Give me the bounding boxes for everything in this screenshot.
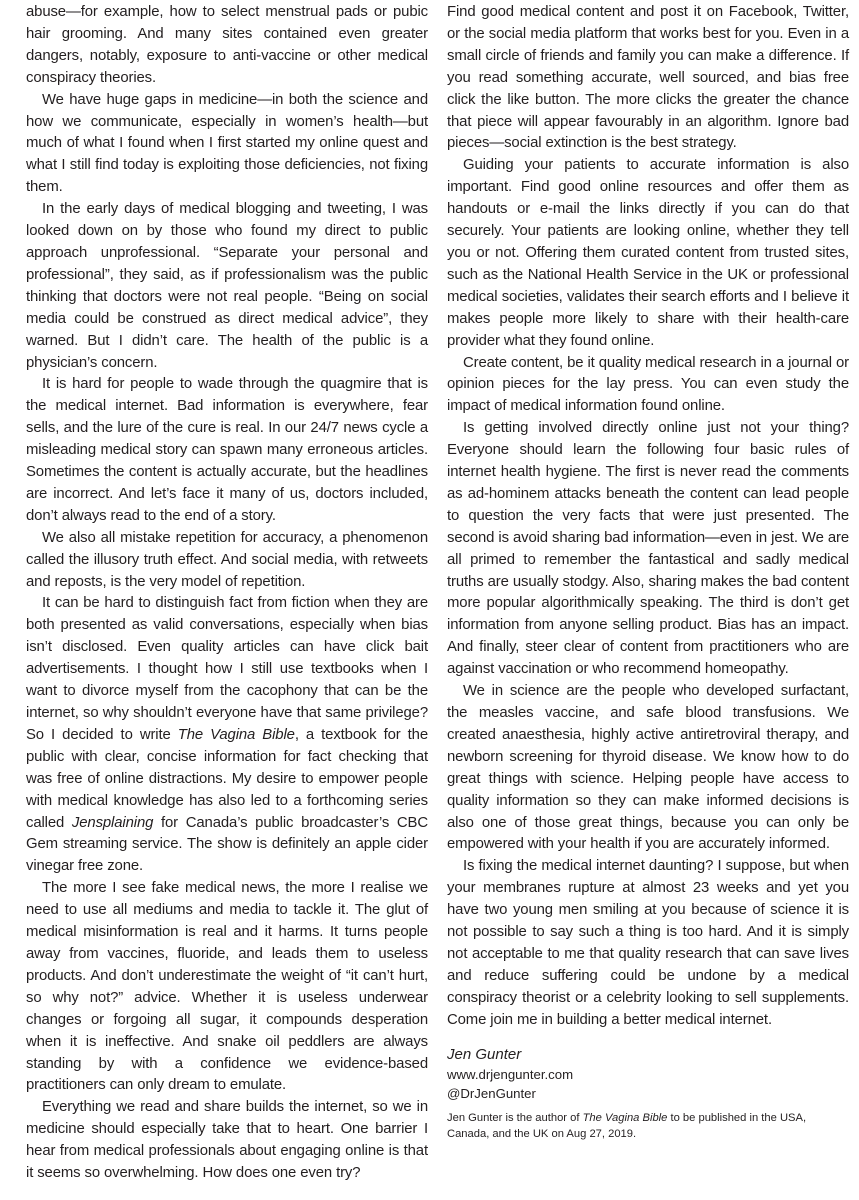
paragraph xyxy=(26,593,428,878)
author-handle: @DrJenGunter xyxy=(447,1086,536,1102)
paragraph: Is fixing the medical internet daunting? I suppose, but when your membranes rupture at almost 23 weeks and yet you have two young men smiling at you because of science it is not possible to say such a thing is too hard. And it is simply not acceptable to me that quality research that can save lives and reduce suffering could be undone by a medical conspiracy theorist or a celebrity looking to sell supplements. Come join me in building a better medical internet. xyxy=(447,858,849,1028)
right-column xyxy=(447,2,849,1200)
paragraph: Create content, be it quality medical research in a journal or opinion pieces for the lay press. You can even study the impact of medical information found online. xyxy=(447,354,849,415)
paragraph-text: It can be hard to distinguish fact from fiction when they are both presented as valid conversations, especially when bias isn’t disclosed. Even quality articles can have click bait advertisements. I thought how I still use textbooks when I want to divorce myself from the cacophony that can be the internet, so why shouldn’t everyone have that same privilege? So I decided to write xyxy=(26,595,428,743)
author-signature xyxy=(447,1044,849,1143)
author-website: www.drjengunter.com xyxy=(447,1066,574,1082)
book-title: The Vagina Bible xyxy=(177,726,295,743)
paragraph: The more I see fake medical news, the more I realise we need to use all mediums and media to tackle it. The glut of medical misinformation is real and it harms. It turns people away from vaccines, fluoride, and leads them to useless products. And don’t underestimate the weight of “it can’t hurt, so why not?” advice. Whether it is useless underwear changes or forgoing all sugar, it compounds desperation when it is ineffective. And snake oil peddlers are always standing by with a confidence we evidence-based practitioners can only dream to emulate. xyxy=(26,880,428,1094)
paragraph: It is hard for people to wade through the quagmire that is the medical internet. Bad information is everywhere, fear sells, and the lure of the cure is real. In our 24/7 news cycle a misleading medical story can spawn many erroneous articles. Sometimes the content is actually accurate, but the headlines are incorrect. And let’s face it many of us, doctors included, don’t always read to the end of a story. xyxy=(26,376,428,524)
paragraph: We also all mistake repetition for accuracy, a phenomenon called the illusory truth effect. And social media, with retweets and reposts, is the very model of repetition. xyxy=(26,529,428,590)
paragraph: Is getting involved directly online just not your thing? Everyone should learn the following four basic rules of internet health hygiene. The first is never read the comments as ad-hominem attacks beneath the content can lead people to question the very facts that were just presented. The second is avoid sharing bad information—even in jest. We are all primed to remember the fantastical and sadly medical truths are usually stodgy. Also, sharing makes the bad content more popular algorithmically speaking. The third is don’t get information from anyone selling product. Bias has an impact. And finally, steer clear of content from practitioners who are against vaccination or who recommend homeopathy. xyxy=(447,420,849,678)
show-title: Jensplaining xyxy=(71,814,154,831)
paragraph: Guiding your patients to accurate information is also important. Find good online resources and offer them as handouts or e-mail the links directly if you can do that securely. Your patients are looking online, whether they tell you or not. Offering them curated content from trusted sites, such as the National Health Service in the UK or professional medical societies, validates their search efforts and I believe it makes people more likely to share with their health-care provider what they found online. xyxy=(447,157,849,349)
bio-book-title: The Vagina Bible xyxy=(582,1111,668,1124)
paragraph: Everything we read and share builds the internet, so we in medicine should especially take that to heart. One barrier I hear from medical professionals about engaging online is that it seems so overwhelming. How does one even try? xyxy=(26,1099,428,1182)
left-column xyxy=(26,2,428,1200)
paragraph: abuse—for example, how to select menstrual pads or pubic hair grooming. And many sites contained even greater dangers, notably, exposure to anti-vaccine or other medical conspiracy theories. xyxy=(26,4,428,86)
author-bio xyxy=(447,1110,849,1143)
paragraph: We in science are the people who developed surfactant, the measles vaccine, and safe blood transfusions. We created anaesthesia, highly active antiretroviral therapy, and newborn screening for thyroid disease. We know how to do great things with science. Helping people have access to quality information so they can make informed decisions is also one of those great things, because you can only be empowered with your health if you are accurately informed. xyxy=(447,683,849,853)
bio-text: to be published in the USA, Canada, and the UK on Aug 27, 2019. xyxy=(447,1111,807,1141)
paragraph: We have huge gaps in medicine—in both the science and how we communicate, especially in women’s health—but much of what I found when I first started my online quest and what I still find today is exploiting those deficiencies, not fixing them. xyxy=(26,91,428,196)
paragraph: Find good medical content and post it on Facebook, Twitter, or the social media platform that works best for you. Even in a small circle of friends and family you can make a difference. If you read something accurate, well sourced, and bias free click the like button. The more clicks the greater the chance that piece will appear favourably in an algorithm. Ignore bad pieces—social extinction is the best strategy. xyxy=(447,4,849,152)
paragraph-text: for Canada’s public broadcaster’s CBC Gem streaming service. The show is definitely an apple cider vinegar free zone. xyxy=(26,814,428,875)
bio-text: Jen Gunter is the author of xyxy=(447,1111,583,1124)
author-name: Jen Gunter xyxy=(447,1045,522,1063)
paragraph-text: , a textbook for the public with clear, concise information for fact checking that was free of online distractions. My desire to empower people with medical knowledge has also led to a forthcoming series called xyxy=(26,726,429,831)
paragraph: In the early days of medical blogging and tweeting, I was looked down on by those who found my direct to public approach unprofessional. “Separate your personal and professional”, they said, as if professionalism was the public thinking that doctors were not real people. “Being on social media could be construed as direct medical advice”, they warned. But I didn’t care. The health of the public is a physician’s concern. xyxy=(26,201,428,371)
